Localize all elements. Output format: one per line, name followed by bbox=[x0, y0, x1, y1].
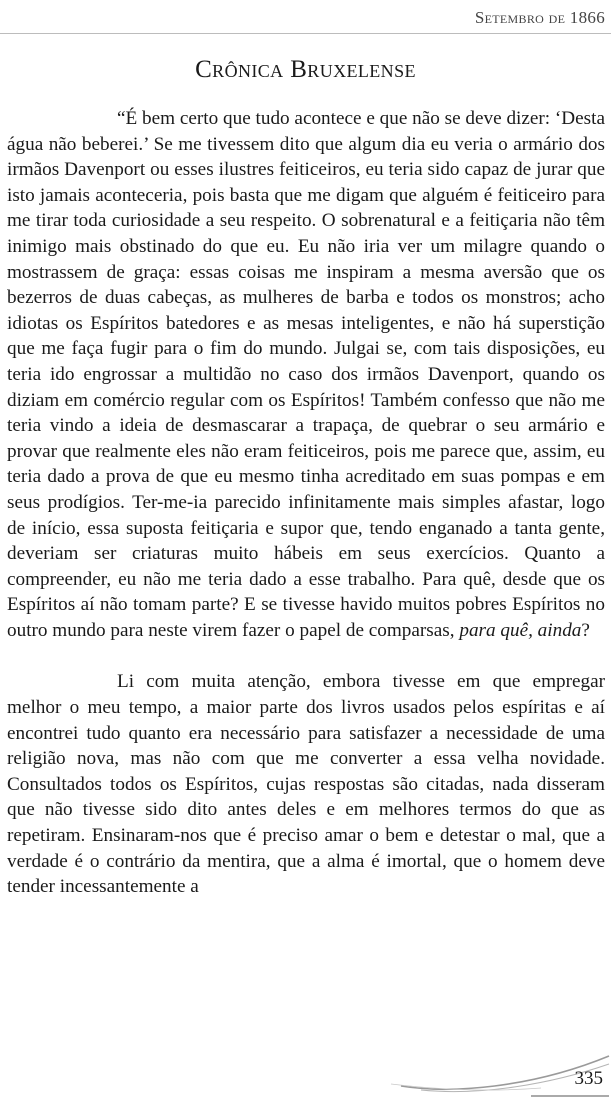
paragraph-1 bbox=[7, 106, 605, 643]
paragraph-2 bbox=[7, 669, 605, 899]
running-header: Setembro de 1866 bbox=[474, 8, 605, 27]
paragraph-1-tail: ? bbox=[581, 619, 590, 641]
header-rule bbox=[0, 33, 611, 34]
page-number: 335 bbox=[574, 1068, 603, 1089]
page-number-ornament bbox=[381, 1050, 611, 1100]
body-text bbox=[7, 106, 605, 900]
paragraph-1-text: “É bem certo que tudo acontece e que não se deve dizer: ‘Desta água não beberei.’ Se me tivessem dito que algum dia eu veria o armário dos irmãos Davenport ou esses ilustres feiticeiros, eu teria sido capaz de jurar que isto jamais aconteceria, pois basta que me digam que alguém é feiticeiro para me tirar toda curiosidade a seu respeito. O sobrenatural e a feitiçaria não têm inimigo mais obstinado do que eu. Eu não iria ver um milagre quando o mostrassem de graça: essas coisas me inspiram a mesma aversão que os bezerros de duas cabeças, as mulheres de barba e todos os monstros; acho idiotas os Espíritos batedores e as mesas inteligentes, e não há superstição que me faça fugir para o fim do mundo. Julgai se, com tais disposições, eu teria ido engrossar a multidão no caso dos irmãos Davenport, quando os diziam em comércio regular com os Espíritos! Também confesso que não me teria vindo a ideia de desmascarar a trapaça, de quebrar o seu armário e provar que realmente eles não eram feiticeiros, pois me parece que, assim, eu teria dado a prova de que eu mesmo tinha acreditado em suas pompas e em seus prodígios. Ter-me-ia parecido infinitamente mais simples afastar, logo de início, essa suposta feitiçaria e supor que, tendo enganado a tanta gente, deveriam ser criaturas muito hábeis em seus exercícios. Quanto a compreender, eu não me teria dado a esse trabalho. Para quê, desde que os Espíritos aí não tomam parte? E se tivesse havido muitos pobres Espíritos no outro mundo para neste virem fazer o papel de comparsas, bbox=[7, 108, 605, 641]
chapter-title: Crônica Bruxelense bbox=[195, 56, 416, 83]
paragraph-2-text: Li com muita atenção, embora tivesse em que empregar melhor o meu tempo, a maior parte dos livros usados pelos espíritas e aí encontrei tudo quanto era necessário para satisfazer a necessidade de uma religião nova, mas não com que me converter a essa velha novidade. Consultados todos os Espíritos, cujas respostas são citadas, nada disseram que não tivesse sido dito antes deles e em melhores termos do que as repetiram. Ensinaram-nos que é preciso amar o bem e detestar o mal, que a verdade é o contrário da mentira, que a alma é imortal, que o homem deve tender incessantemente a bbox=[7, 671, 605, 898]
paragraph-1-italic: para quê, ainda bbox=[459, 619, 582, 641]
